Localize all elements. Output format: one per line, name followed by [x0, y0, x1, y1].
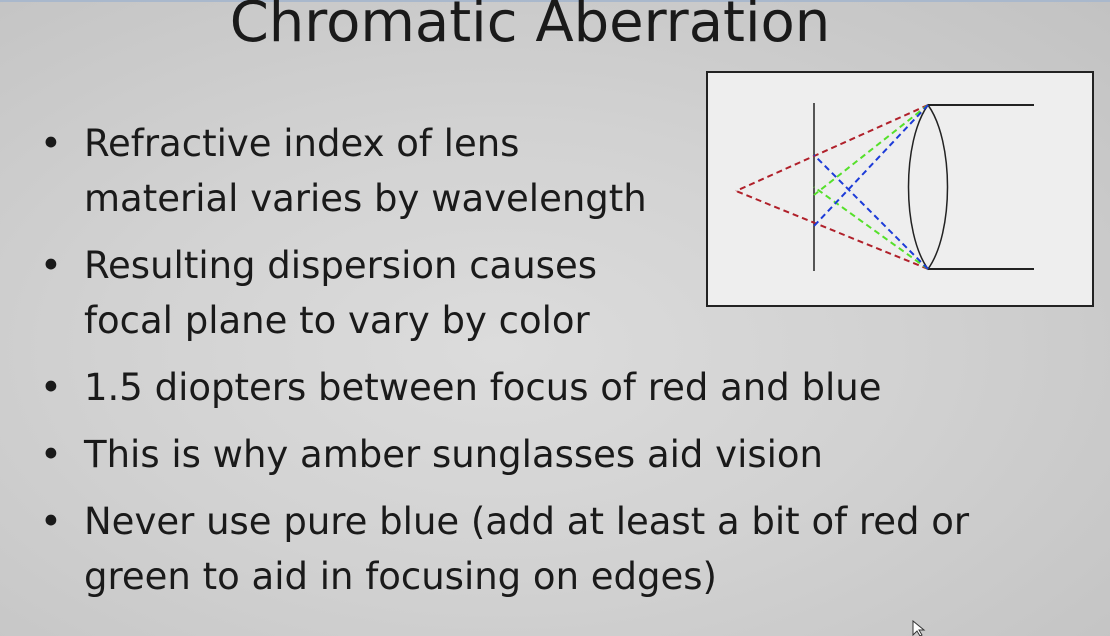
mouse-cursor-icon — [912, 620, 926, 636]
bullet-text: Resulting dispersion causes focal plane to vary by color — [84, 244, 597, 342]
bullet-icon: • — [40, 433, 62, 476]
bullet-item — [40, 360, 969, 415]
bullet-text: Refractive index of lens material varies by wavelength — [84, 122, 647, 220]
bullet-icon: • — [40, 122, 62, 165]
bullet-icon: • — [40, 366, 62, 409]
slide-title: Chromatic Aberration — [229, 0, 831, 55]
chromatic-aberration-diagram — [706, 71, 1094, 307]
bullet-icon: • — [40, 244, 62, 287]
bullet-icon: • — [40, 500, 62, 543]
bullet-item — [40, 494, 969, 604]
diagram-frame — [707, 72, 1093, 306]
bullet-text: 1.5 diopters between focus of red and blue — [84, 366, 882, 409]
bullet-text: This is why amber sunglasses aid vision — [84, 433, 823, 476]
bullet-item — [40, 427, 969, 482]
bullet-text: Never use pure blue (add at least a bit of red or green to aid in focusing on edges) — [84, 500, 970, 598]
